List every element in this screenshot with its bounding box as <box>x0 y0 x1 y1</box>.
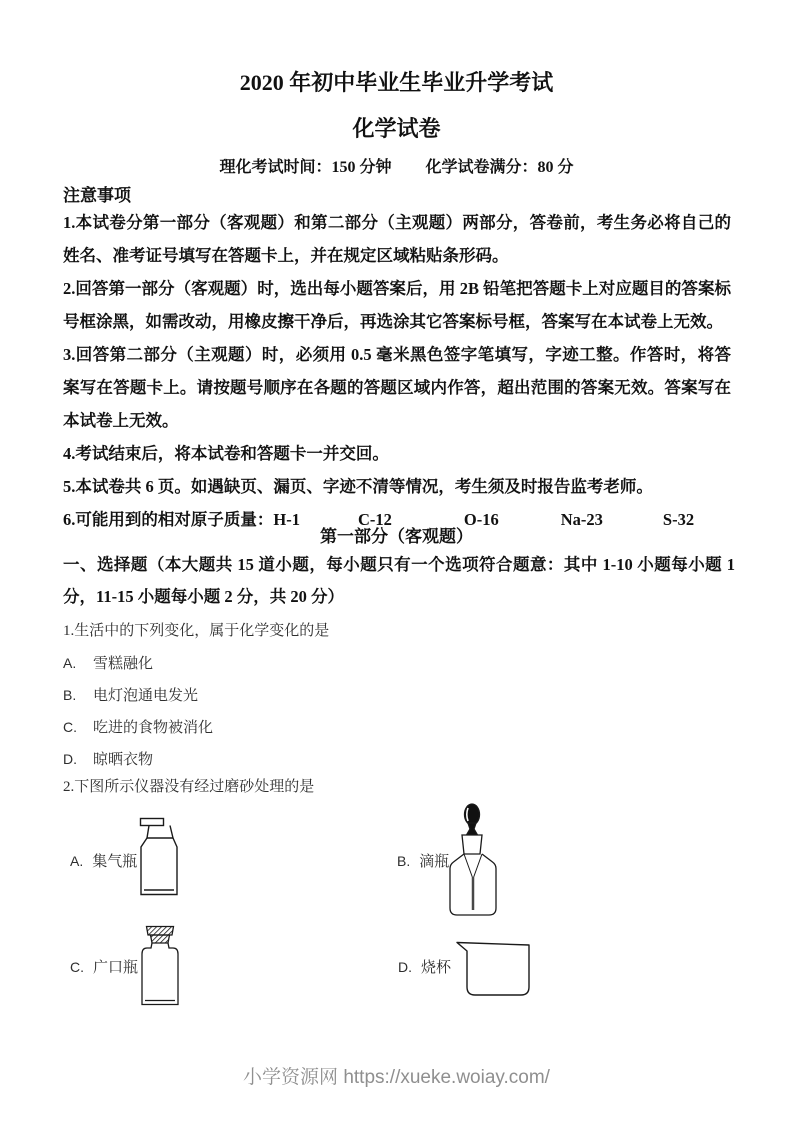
notice-list <box>63 206 731 536</box>
page-title: 2020 年初中毕业生毕业升学考试 <box>239 70 554 95</box>
question-2-text: 2.下图所示仪器没有经过磨砂处理的是 <box>63 779 315 795</box>
notice-item-3: 3.回答第二部分（主观题）时，必须用 0.5 毫米黑色签字笔填写，字迹工整。作答时，将答案写在答题卡上。请按题号顺序在各题的答题区域内作答，超出范围的答案无效。答案写在本试卷上无效。 <box>63 345 731 430</box>
atomic-mass-c: C-12 <box>357 510 392 529</box>
atomic-mass-s: S-32 <box>662 510 695 529</box>
figure-d-name: 烧杯 <box>421 960 452 976</box>
figure-d-label <box>398 956 451 977</box>
dropper-bottle-icon <box>447 803 499 917</box>
figure-b-letter: B. <box>397 853 411 869</box>
option-c-text: 吃进的食物被消化 <box>93 720 214 736</box>
exam-score: 化学试卷满分：80 分 <box>425 159 574 176</box>
notice-item-1: 1.本试卷分第一部分（客观题）和第二部分（主观题）两部分，答卷前，考生务必将自己的姓名、准考证号填写在答题卡上，并在规定区域粘贴条形码。 <box>63 213 731 265</box>
figure-b-name: 滴瓶 <box>419 854 450 870</box>
wide-mouth-bottle-icon <box>138 925 182 1007</box>
option-d-text: 晾晒衣物 <box>93 752 154 768</box>
atomic-mass-o: O-16 <box>463 510 499 529</box>
part1-heading: 第一部分（客观题） <box>320 527 473 546</box>
figure-a-name: 集气瓶 <box>92 854 138 870</box>
beaker-icon <box>453 937 543 1001</box>
gas-collecting-bottle-icon <box>139 817 179 897</box>
notice-item-4: 4.考试结束后，将本试卷和答题卡一并交回。 <box>63 444 389 463</box>
option-b-text: 电灯泡通电发光 <box>93 688 199 704</box>
figure-c-label <box>70 956 138 977</box>
option-a-text: 雪糕融化 <box>93 656 154 672</box>
figure-d-letter: D. <box>398 959 412 975</box>
footer-watermark: 小学资源网 https://xueke.woiay.com/ <box>243 1067 550 1088</box>
option-a-letter: A. <box>63 655 77 671</box>
exam-info-line <box>0 154 793 177</box>
option-b <box>63 679 213 711</box>
exam-time: 理化考试时间：150 分钟 <box>219 159 392 176</box>
atomic-mass-na: Na-23 <box>560 510 603 529</box>
question-1-options <box>63 647 213 775</box>
option-d <box>63 743 213 775</box>
figure-a-letter: A. <box>70 853 84 869</box>
atomic-mass-prefix: 6.可能用到的相对原子质量： <box>63 510 274 529</box>
figure-b-label <box>397 850 449 871</box>
notice-item-5: 5.本试卷共 6 页。如遇缺页、漏页、字迹不清等情况，考生须及时报告监考老师。 <box>63 477 653 496</box>
figure-c-letter: C. <box>70 959 84 975</box>
option-a <box>63 647 213 679</box>
figure-a-label <box>70 850 137 871</box>
notice-item-2: 2.回答第一部分（客观题）时，选出每小题答案后，用 2B 铅笔把答题卡上对应题目的答案标号框涂黑，如需改动，用橡皮擦干净后，再选涂其它答案标号框，答案写在本试卷上无效。 <box>63 279 731 331</box>
section1-intro: 一、选择题（本大题共 15 道小题，每小题只有一个选项符合题意：其中 1-10 小题每小题 1 分，11-15 小题每小题 2 分，共 20 分） <box>63 555 735 606</box>
option-b-letter: B. <box>63 687 77 703</box>
option-c <box>63 711 213 743</box>
notice-heading: 注意事项 <box>63 186 131 205</box>
option-c-letter: C. <box>63 719 77 735</box>
figure-c-name: 广口瓶 <box>93 960 139 976</box>
question-1-text: 1.生活中的下列变化，属于化学变化的是 <box>63 623 330 639</box>
option-d-letter: D. <box>63 751 77 767</box>
atomic-mass-h: H-1 <box>273 510 300 529</box>
subject-title: 化学试卷 <box>352 116 441 141</box>
